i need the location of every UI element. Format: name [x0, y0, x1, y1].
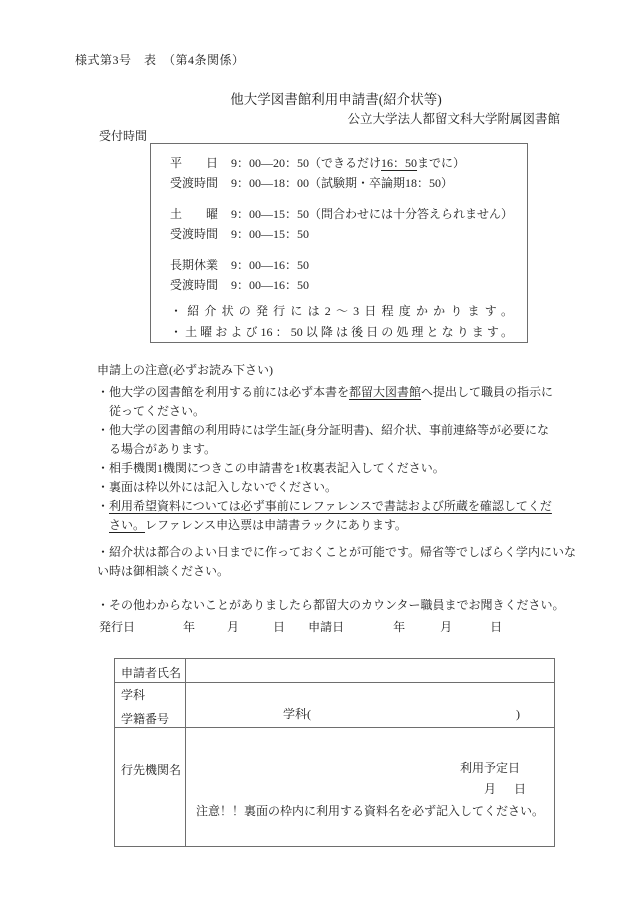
- note-bullet-one-sheet: ・相手機関1機関につきこの申請書を1枚裏表記入してください。: [97, 461, 445, 475]
- destination-label: 行先機関名: [115, 728, 186, 847]
- note-bullet-advance: ・紹介状は都合のよい日までに作っておくことが可能です。帰省等でしばらく学内にいない時は御相談ください。: [97, 545, 577, 578]
- hours-row-time: 9：00—20：50（できるだけ16：50までに）: [231, 156, 466, 170]
- planned-day-label: 日: [513, 782, 526, 796]
- underlined-library-name: 都留大図書館: [349, 385, 422, 399]
- hours-row-saturday: [170, 204, 513, 224]
- hours-row-label: 平 日: [170, 156, 219, 170]
- hours-row-time: 9：00—16：50: [231, 258, 310, 272]
- department-paren-open: 学科(: [283, 707, 311, 721]
- hours-row-time: 9：00—18：00（試験期・卒論期18：50）: [231, 176, 454, 190]
- hours-row-label: 長期休業: [170, 258, 219, 272]
- department-field: [186, 683, 555, 728]
- hours-row-weekday: [170, 153, 513, 173]
- table-row-department: [115, 683, 555, 728]
- planned-month-label: 月: [483, 782, 496, 796]
- hours-row-vacation: [170, 255, 513, 275]
- issue-year-label: 年: [183, 620, 196, 634]
- application-table: [114, 658, 555, 847]
- department-label: 学科: [121, 688, 146, 702]
- table-row-applicant: [115, 659, 555, 683]
- hours-row-vacation-handover: [170, 275, 513, 295]
- issue-day-label: 日: [273, 620, 286, 634]
- reception-hours-label: 受付時間: [99, 129, 148, 143]
- reception-hours-box: [150, 143, 528, 343]
- note-bullet-counter: ・その他わからないことがありましたら都留大のカウンター職員までお聞きください。: [97, 598, 565, 612]
- hours-box-notes: [170, 301, 513, 343]
- note-bullet-reference: ・利用希望資料については必ず事前にレファレンスで書誌および所蔵を確認してください。レファレンス申込票は申請書ラックにあります。: [97, 499, 552, 532]
- hours-row-label: 土 曜: [170, 207, 219, 221]
- hours-row-label: 受渡時間: [170, 176, 219, 190]
- organization-name: 公立大学法人都留文科大学附属図書館: [347, 112, 560, 126]
- hours-row-weekday-handover: [170, 173, 513, 193]
- apply-year-label: 年: [393, 620, 406, 634]
- planned-month-day: [186, 778, 554, 800]
- underlined-reference-note: 利用希望資料については必ず事前にレファレンスで書誌および所蔵を確認してください。: [109, 499, 552, 532]
- form-number: 様式第3号 表 （第4条関係）: [75, 53, 245, 67]
- student-id-label: 学籍番号: [121, 712, 170, 726]
- department-id-labels: [115, 683, 186, 728]
- applicant-name-label: 申請者氏名: [115, 659, 186, 683]
- destination-field: [186, 728, 555, 847]
- hours-row-label: 受渡時間: [170, 227, 219, 241]
- hours-row-time: 9：00—16：50: [231, 278, 310, 292]
- hours-row-label: 受渡時間: [170, 278, 219, 292]
- note-bullet-backside: ・裏面は枠以外には記入しないでください。: [97, 480, 338, 494]
- note-bullet-requirements: ・他大学の図書館の利用時には学生証(身分証明書)、紹介状、事前連絡等が必要になる場合があります。: [97, 423, 549, 456]
- note-bullet-submit: ・他大学の図書館を利用する前には必ず本書を都留大図書館へ提出して職員の指示に従ってください。: [97, 385, 554, 418]
- hours-row-time: 9：00—15：50（問合わせには十分答えられません）: [231, 207, 514, 221]
- apply-date-label: 申請日: [308, 620, 345, 634]
- apply-month-label: 月: [440, 620, 453, 634]
- planned-date-label: 利用予定日: [459, 761, 520, 775]
- destination-note: 注意！！裏面の枠内に利用する資料名を必ず記入してください。: [195, 804, 544, 818]
- application-notes-section: [97, 361, 577, 615]
- notes-heading: 申請上の注意(必ずお読み下さい): [97, 363, 273, 377]
- page-title: 他大学図書館利用申請書(紹介状等): [230, 92, 442, 107]
- hours-row-time: 9：00—15：50: [231, 227, 310, 241]
- department-paren-close: ): [516, 707, 520, 721]
- date-line: [99, 618, 502, 635]
- applicant-name-field: [186, 659, 555, 683]
- underlined-time: 16：50: [381, 156, 418, 170]
- issue-month-label: 月: [227, 620, 240, 634]
- hours-row-saturday-handover: [170, 224, 513, 244]
- hours-note-issuance: ・紹介状の発行には2〜3日程度かかります。: [170, 304, 513, 318]
- issue-date-label: 発行日: [99, 620, 136, 634]
- apply-day-label: 日: [490, 620, 503, 634]
- table-row-destination: [115, 728, 555, 847]
- hours-note-saturday: ・土曜および16：50以降は後日の処理となります。: [170, 325, 513, 339]
